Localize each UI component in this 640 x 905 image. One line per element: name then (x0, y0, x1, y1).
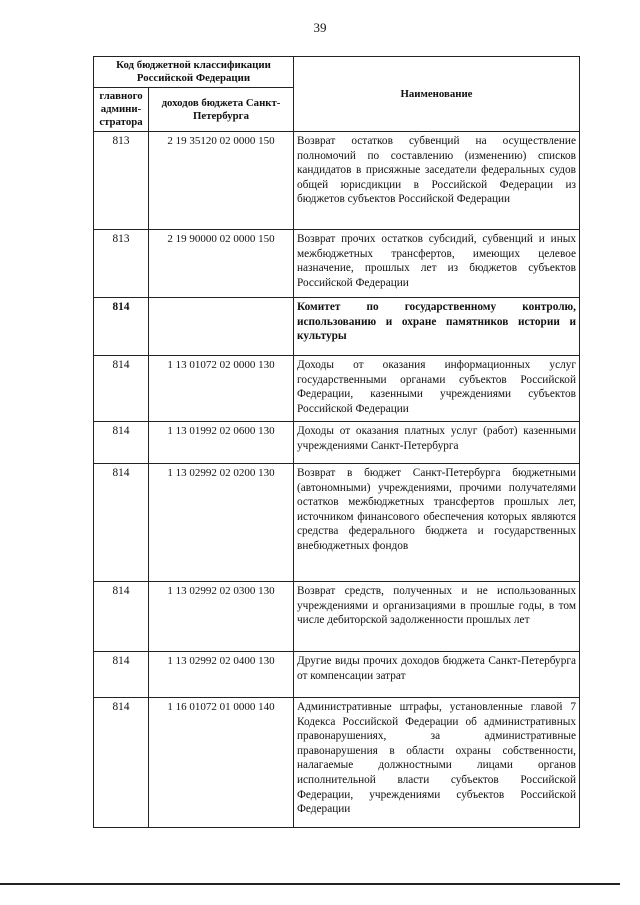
admin-cell: 814 (94, 422, 149, 464)
table-row (94, 464, 580, 582)
header-group: Код бюджетной классификации Российской Федерации (94, 57, 294, 88)
admin-cell: 814 (94, 298, 149, 356)
admin-cell: 814 (94, 356, 149, 422)
table-row (94, 582, 580, 652)
admin-cell: 813 (94, 230, 149, 298)
table-row (94, 298, 580, 356)
admin-cell: 813 (94, 132, 149, 230)
code-cell: 1 13 01072 02 0000 130 (149, 356, 294, 422)
code-cell (149, 298, 294, 356)
admin-cell: 814 (94, 652, 149, 698)
admin-cell: 814 (94, 464, 149, 582)
budget-classification-table (93, 56, 580, 828)
code-cell: 1 13 02992 02 0400 130 (149, 652, 294, 698)
admin-cell: 814 (94, 698, 149, 828)
table-row (94, 652, 580, 698)
name-cell: Комитет по государственному контролю, использованию и охране памятников истории и культуры (294, 298, 580, 356)
header-code: доходов бюджета Санкт-Петербурга (149, 88, 294, 132)
code-cell: 1 16 01072 01 0000 140 (149, 698, 294, 828)
code-cell: 1 13 01992 02 0600 130 (149, 422, 294, 464)
admin-cell: 814 (94, 582, 149, 652)
name-cell: Возврат прочих остатков субсидий, субвенций и иных межбюджетных трансфертов, имеющих целевое назначение, прошлых лет из бюджетов субъектов Российской Федерации (294, 230, 580, 298)
code-cell: 1 13 02992 02 0300 130 (149, 582, 294, 652)
name-cell: Доходы от оказания информационных услуг государственными органами субъектов Российской Федерации, казенными учреждениями субъектов Российской Федерации (294, 356, 580, 422)
name-cell: Возврат в бюджет Санкт-Петербурга бюджетными (автономными) учреждениями, прочими получателями остатков межбюджетных трансфертов прошлых лет, источником финансового обеспечения которых являются средства федерального бюджета и государственных внебюджетных фондов (294, 464, 580, 582)
name-cell: Возврат средств, полученных и не использованных учреждениями и организациями в прошлые годы, в том числе дебиторской задолженности прошлых лет (294, 582, 580, 652)
table-row (94, 356, 580, 422)
header-name: Наименование (294, 57, 580, 132)
name-cell: Возврат остатков субвенций на осуществление полномочий по составлению (изменению) списков кандидатов в присяжные заседатели федеральных судов общей юрисдикции в Российской Федерации из бюджетов субъектов Российской Федерации (294, 132, 580, 230)
table-row (94, 422, 580, 464)
code-cell: 2 19 90000 02 0000 150 (149, 230, 294, 298)
table-body (94, 132, 580, 828)
table-row (94, 230, 580, 298)
header-admin: главного админи-стратора (94, 88, 149, 132)
code-cell: 1 13 02992 02 0200 130 (149, 464, 294, 582)
name-cell: Административные штрафы, установленные главой 7 Кодекса Российской Федерации об административных правонарушениях, за административные правонарушения в области охраны собственности, налагаемые должностными лицами органов исполнительной власти субъектов Российской Федерации, учреждениями субъектов Российской Федерации (294, 698, 580, 828)
code-cell: 2 19 35120 02 0000 150 (149, 132, 294, 230)
page-number: 39 (313, 20, 327, 35)
table-row (94, 698, 580, 828)
name-cell: Другие виды прочих доходов бюджета Санкт-Петербурга от компенсации затрат (294, 652, 580, 698)
name-cell: Доходы от оказания платных услуг (работ) казенными учреждениями Санкт-Петербурга (294, 422, 580, 464)
table-row (94, 132, 580, 230)
page-bottom-line (0, 883, 620, 885)
